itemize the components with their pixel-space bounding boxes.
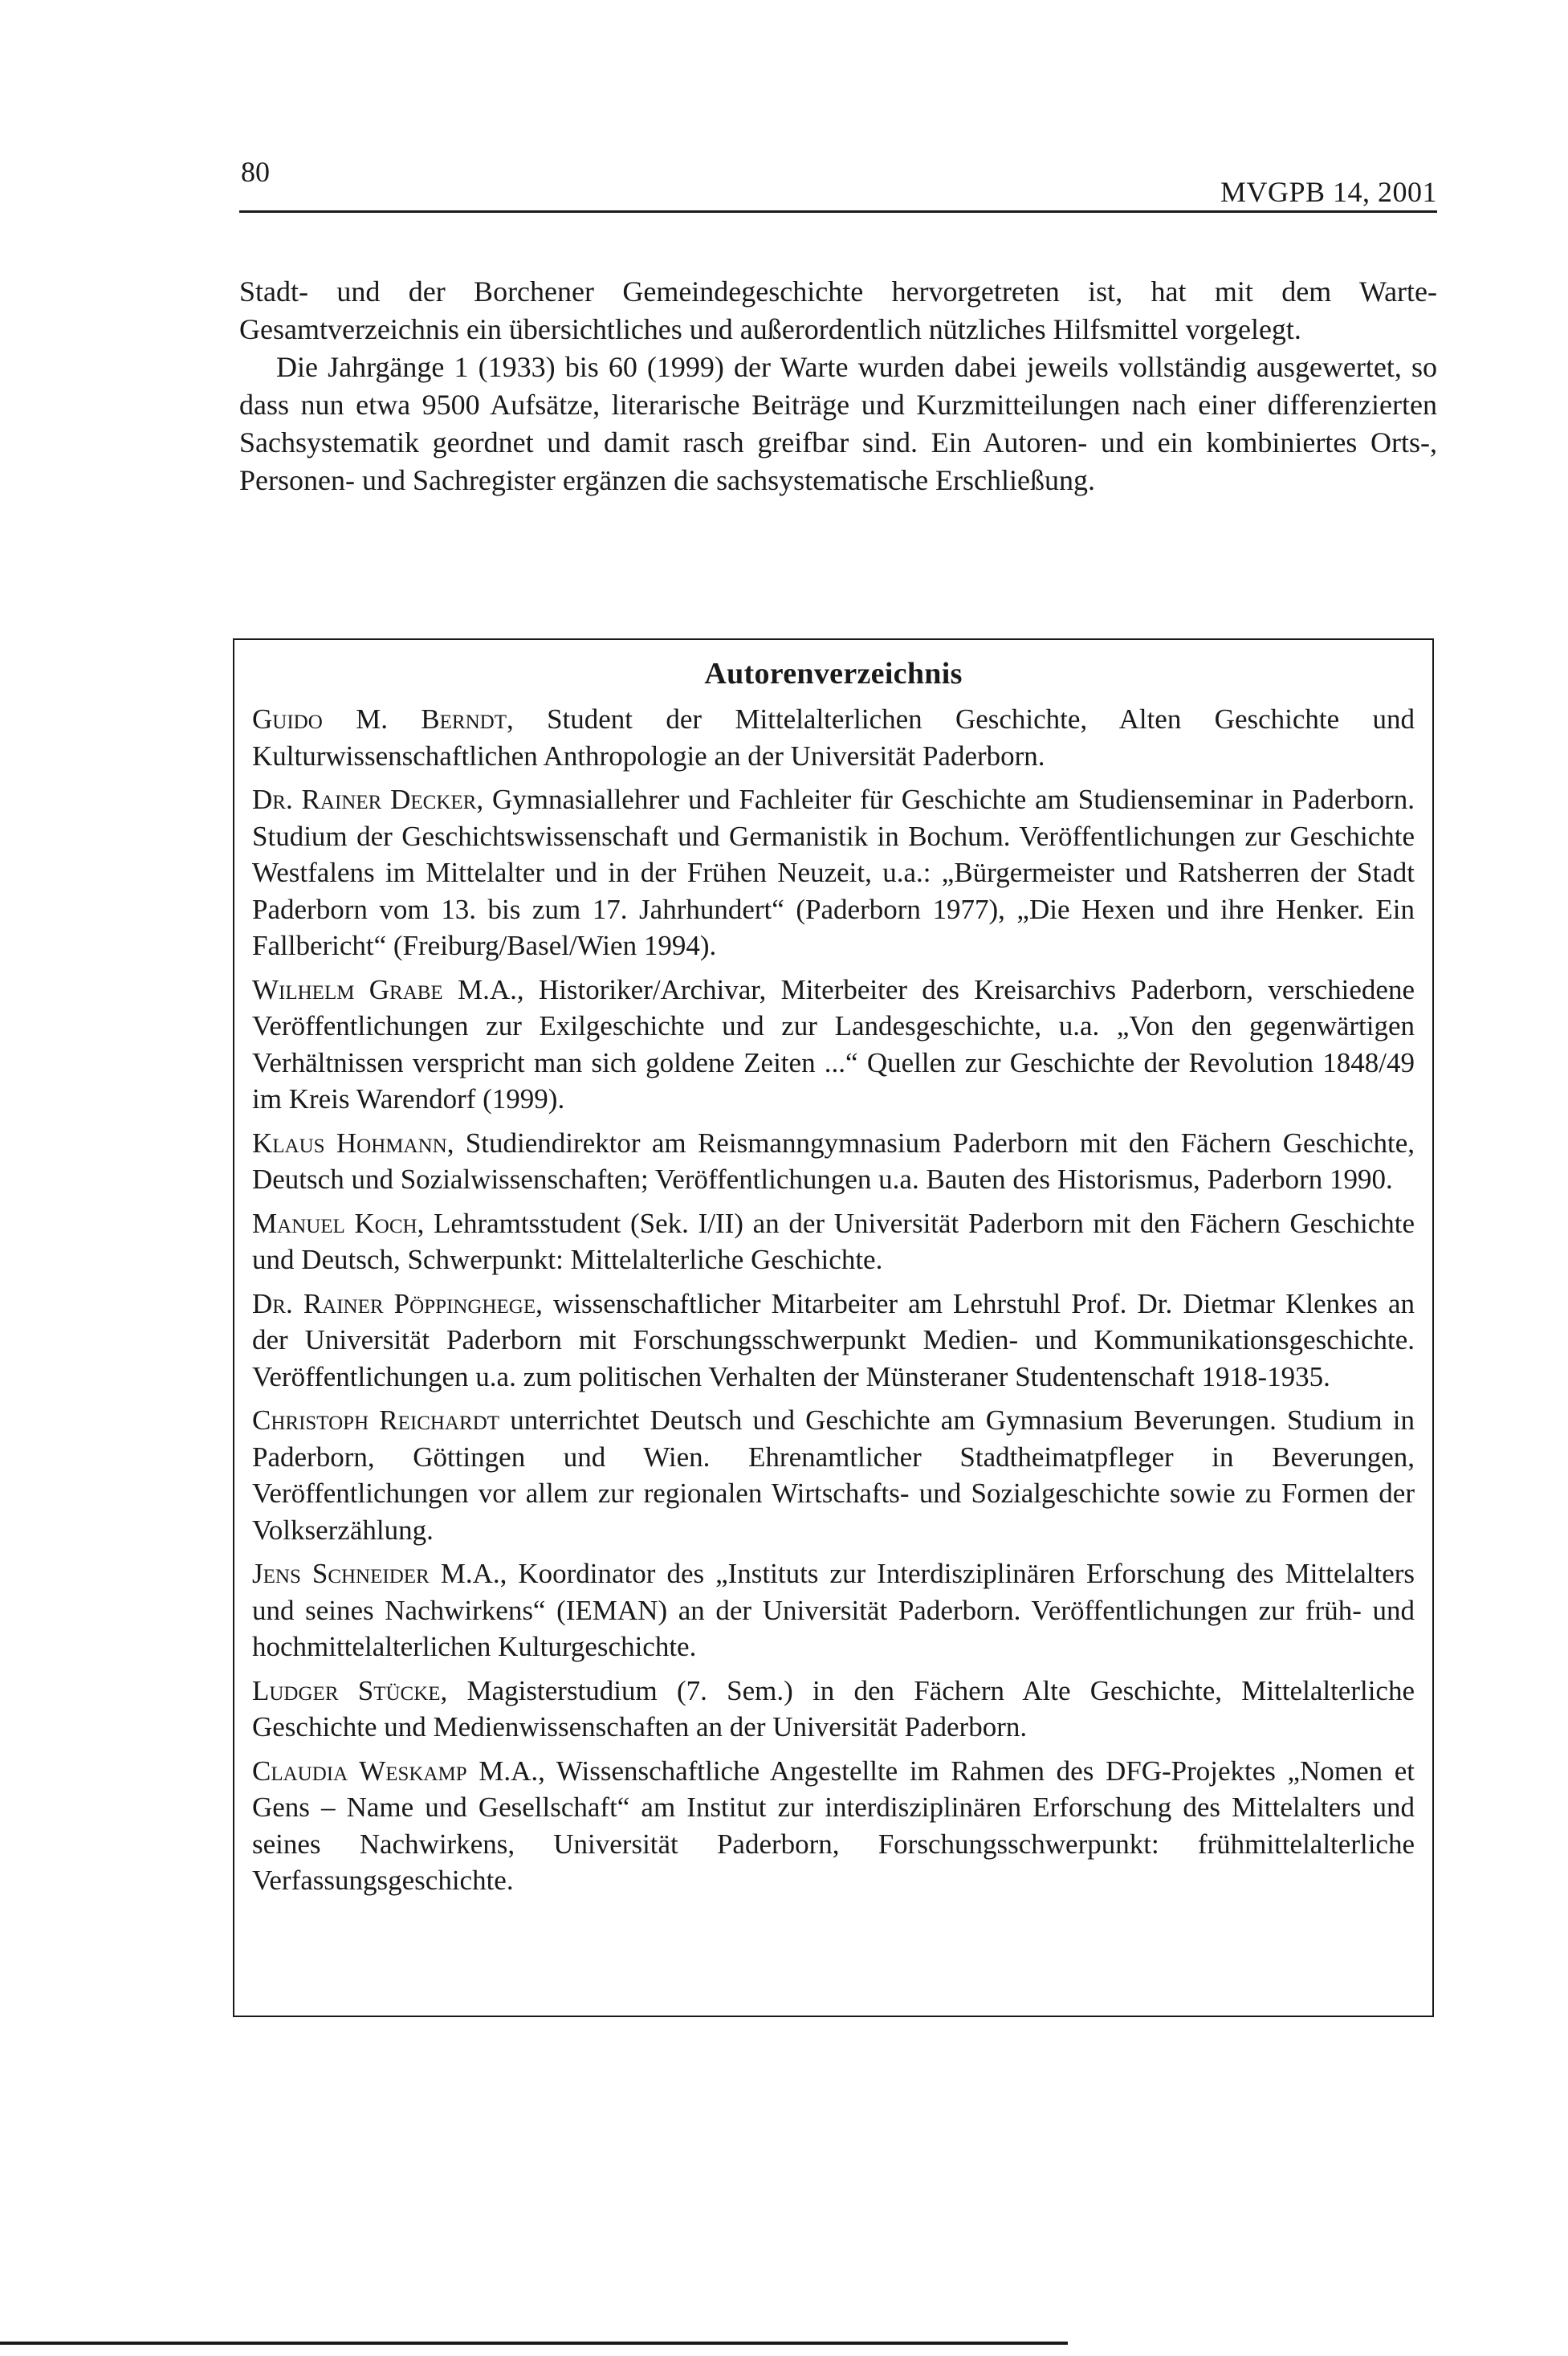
author-entry bbox=[252, 972, 1415, 1118]
author-entry bbox=[252, 701, 1415, 774]
author-name: Claudia Weskamp M.A. bbox=[252, 1755, 539, 1787]
header-rule bbox=[239, 210, 1437, 213]
page-number: 80 bbox=[241, 156, 270, 188]
author-name: Guido M. Berndt bbox=[252, 703, 507, 735]
journal-reference: MVGPB 14, 2001 bbox=[1220, 176, 1437, 208]
author-directory-box bbox=[233, 638, 1434, 2017]
scan-edge-line bbox=[0, 2342, 1068, 2345]
intro-text bbox=[239, 273, 1437, 499]
author-entry bbox=[252, 1673, 1415, 1746]
author-directory-title: Autorenverzeichnis bbox=[704, 657, 963, 691]
author-entry bbox=[252, 1753, 1415, 1899]
author-entry bbox=[252, 1125, 1415, 1198]
author-name: Klaus Hohmann bbox=[252, 1127, 447, 1159]
author-bio: , Historiker/Archivar, Miterbeiter des Kreisarchivs Paderborn, verschiedene Veröffentlichungen zur Exilgeschichte und zur Landesgeschichte, u.a. „Von den gegenwärtigen Verhältnissen verspricht man sich goldene Zeiten ...“ Quellen zur Geschichte der Revolution 1848/49 im Kreis Warendorf (1999). bbox=[252, 973, 1415, 1115]
author-entry bbox=[252, 1286, 1415, 1396]
author-bio: , Koordinator des „Instituts zur Interdisziplinären Erforschung des Mittelalters und seines Nachwirkens“ (IEMAN) an der Universität Paderborn. Veröffentlichungen zur früh- und hochmittelalterlichen Kulturgeschichte. bbox=[252, 1558, 1415, 1662]
author-name: Jens Schneider M.A. bbox=[252, 1558, 500, 1589]
author-bio: , Lehramtsstudent (Sek. I/II) an der Universität Paderborn mit den Fächern Geschichte und Deutsch, Schwerpunkt: Mittelalterliche Geschichte. bbox=[252, 1207, 1415, 1275]
author-bio: , Studiendirektor am Reismanngymnasium Paderborn mit den Fächern Geschichte, Deutsch und Sozialwissenschaften; Veröffentlichungen u.a. Bauten des Historismus, Paderborn 1990. bbox=[252, 1127, 1415, 1195]
author-entry bbox=[252, 1555, 1415, 1665]
author-name: Christoph Reichardt bbox=[252, 1404, 500, 1436]
author-bio: , Magisterstudium (7. Sem.) in den Fächern Alte Geschichte, Mittelalterliche Geschichte und Medienwissenschaften an der Universität Paderborn. bbox=[252, 1674, 1415, 1743]
author-bio: , wissenschaftlicher Mitarbeiter am Lehrstuhl Prof. Dr. Dietmar Klenkes an der Universität Paderborn mit Forschungsschwerpunkt Medien- und Kommunikationsgeschichte. Veröffentlichungen u.a. zum politischen Verhalten der Münsteraner Studentenschaft 1918-1935. bbox=[252, 1287, 1415, 1392]
author-bio: , Wissenschaftliche Angestellte im Rahmen des DFG-Projektes „Nomen et Gens – Name und Gesellschaft“ am Institut zur interdisziplinären Erforschung des Mittelalters und seines Nachwirkens, Universität Paderborn, Forschungsschwerpunkt: frühmittelalterliche Verfassungsgeschichte. bbox=[252, 1755, 1415, 1896]
intro-paragraph: Stadt- und der Borchener Gemeindegeschichte hervorgetreten ist, hat mit dem Warte-Gesamtverzeichnis ein übersichtliches und außerordentlich nützliches Hilfsmittel vorgelegt. bbox=[239, 275, 1437, 345]
author-name: Dr. Rainer Decker bbox=[252, 784, 477, 815]
author-bio: , Gymnasiallehrer und Fachleiter für Geschichte am Studienseminar in Paderborn. Studium der Geschichtswissenschaft und Germanistik in Bochum. Veröffentlichungen zur Geschichte Westfalens im Mittelalter und in der Frühen Neuzeit, u.a.: „Bürgermeister und Ratsherren der Stadt Paderborn vom 13. bis zum 17. Jahrhundert“ (Paderborn 1977), „Die Hexen und ihre Henker. Ein Fallbericht“ (Freiburg/Basel/Wien 1994). bbox=[252, 784, 1415, 961]
author-name: Dr. Rainer Pöppinghege bbox=[252, 1287, 536, 1319]
author-entry bbox=[252, 1205, 1415, 1278]
author-bio: unterrichtet Deutsch und Geschichte am Gymnasium Beverungen. Studium in Paderborn, Göttingen und Wien. Ehrenamtlicher Stadtheimatpfleger in Beverungen, Veröffentlichungen vor allem zur regionalen Wirtschafts- und Sozialgeschichte sowie zu Formen der Volkserzählung. bbox=[252, 1404, 1415, 1546]
intro-paragraph: Die Jahrgänge 1 (1933) bis 60 (1999) der Warte wurden dabei jeweils vollständig ausgewertet, so dass nun etwa 9500 Aufsätze, literarische Beiträge und Kurzmitteilungen nach einer differenzierten Sachsystematik geordnet und damit rasch greifbar sind. Ein Autoren- und ein kombiniertes Orts-, Personen- und Sachregister ergänzen die sachsystematische Erschließung. bbox=[239, 351, 1437, 496]
author-bio: , Student der Mittelalterlichen Geschichte, Alten Geschichte und Kulturwissenschaftlichen Anthropologie an der Universität Paderborn. bbox=[252, 703, 1415, 772]
author-name: Wilhelm Grabe M.A. bbox=[252, 973, 517, 1005]
author-name: Ludger Stücke bbox=[252, 1674, 441, 1706]
author-entry bbox=[252, 781, 1415, 964]
author-name: Manuel Koch bbox=[252, 1207, 417, 1239]
author-entry bbox=[252, 1402, 1415, 1548]
